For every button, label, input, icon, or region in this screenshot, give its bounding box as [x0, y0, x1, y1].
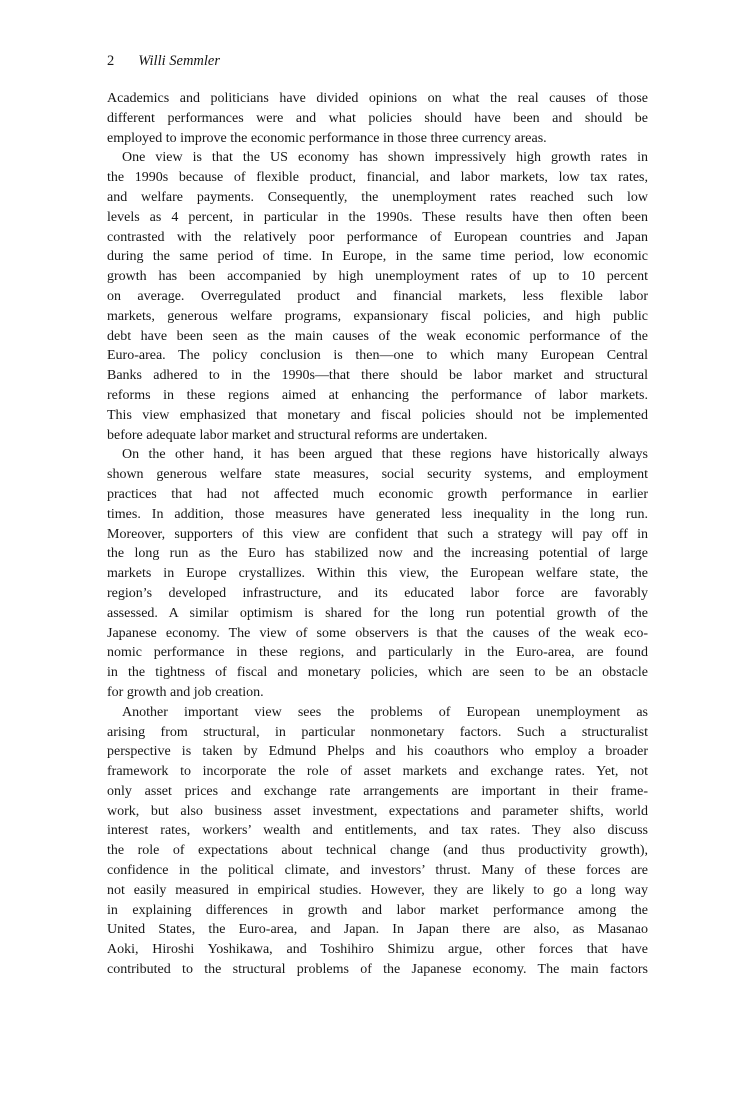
- text-line: the long run as the Euro has stabilized now and the increasing potential of large: [107, 546, 648, 562]
- text-line: nomic performance in these regions, and particularly in the Euro-area, are found: [107, 645, 648, 661]
- text-line: different performances were and what policies should have been and should be: [107, 110, 648, 126]
- paragraph: [107, 445, 648, 702]
- text-line: work, but also business asset investment, expectations and parameter shifts, world: [107, 803, 648, 819]
- text-line: not easily measured in empirical studies. However, they are likely to go a long way: [107, 882, 648, 898]
- text-line: the role of expectations about technical change (and thus productivity growth),: [107, 843, 648, 859]
- text-line: arising from structural, in particular nonmonetary factors. Such a structuralist: [107, 724, 648, 740]
- text-line: Euro-area. The policy conclusion is then—one to which many European Central: [107, 348, 648, 364]
- text-line: only asset prices and exchange rate arrangements are important in their frame-: [107, 783, 648, 799]
- text-line: employed to improve the economic performance in those three currency areas.: [107, 130, 547, 146]
- text-line: shown generous welfare state measures, social security systems, and employment: [107, 467, 648, 483]
- page-number: 2: [107, 53, 115, 69]
- text-line: Japanese economy. The view of some observers is that the causes of the weak eco-: [107, 625, 648, 641]
- text-line: contributed to the structural problems of the Japanese economy. The main factors: [107, 962, 648, 978]
- text-line: during the same period of time. In Europe, in the same time period, low economic: [107, 249, 648, 265]
- text-line: On the other hand, it has been argued that these regions have historically always: [122, 447, 648, 463]
- text-line: Another important view sees the problems of European unemployment as: [122, 704, 648, 720]
- paragraph: [107, 148, 648, 445]
- text-line: framework to incorporate the role of asset markets and exchange rates. Yet, not: [107, 764, 648, 780]
- body-text: [107, 89, 648, 980]
- text-line: region’s developed infrastructure, and its educated labor force are favorably: [107, 585, 648, 601]
- text-line: in the tightness of fiscal and monetary policies, which are seen to be an obstacle: [107, 665, 648, 681]
- text-line: confidence in the political climate, and investors’ thrust. Many of these forces are: [107, 863, 648, 879]
- text-line: One view is that the US economy has shown impressively high growth rates in: [122, 150, 648, 166]
- text-line: for growth and job creation.: [107, 684, 264, 700]
- text-line: markets in Europe crystallizes. Within this view, the European welfare state, the: [107, 566, 648, 582]
- text-line: assessed. A similar optimism is shared for the long run potential growth of the: [107, 605, 648, 621]
- text-line: times. In addition, those measures have generated less inequality in the long run.: [107, 506, 648, 522]
- text-line: This view emphasized that monetary and fiscal policies should not be implemented: [107, 407, 648, 423]
- text-line: Aoki, Hiroshi Yoshikawa, and Toshihiro Shimizu argue, other forces that have: [107, 942, 648, 958]
- text-line: debt have been seen as the main causes of the weak economic performance of the: [107, 328, 648, 344]
- text-line: perspective is taken by Edmund Phelps and his coauthors who employ a broader: [107, 744, 648, 760]
- text-line: interest rates, workers’ wealth and entitlements, and tax rates. They also discuss: [107, 823, 648, 839]
- text-line: and welfare payments. Consequently, the unemployment rates reached such low: [107, 189, 648, 205]
- text-line: markets, generous welfare programs, expansionary fiscal policies, and high public: [107, 308, 648, 324]
- text-line: Banks adhered to in the 1990s—that there should be labor market and structural: [107, 368, 648, 384]
- text-line: before adequate labor market and structural reforms are undertaken.: [107, 427, 488, 443]
- text-line: in explaining differences in growth and labor market performance among the: [107, 902, 648, 918]
- text-line: Moreover, supporters of this view are confident that such a strategy will pay off in: [107, 526, 648, 542]
- text-line: United States, the Euro-area, and Japan. In Japan there are also, as Masanao: [107, 922, 648, 938]
- paragraph: [107, 703, 648, 980]
- text-line: levels as 4 percent, in particular in the 1990s. These results have then often been: [107, 209, 648, 225]
- text-line: contrasted with the relatively poor performance of European countries and Japan: [107, 229, 648, 245]
- paragraph: [107, 89, 648, 148]
- text-line: Academics and politicians have divided opinions on what the real causes of those: [107, 91, 648, 106]
- text-line: the 1990s because of flexible product, financial, and labor markets, low tax rates,: [107, 170, 648, 186]
- text-line: growth has been accompanied by high unemployment rates of up to 10 percent: [107, 269, 648, 285]
- text-line: practices that had not affected much economic growth performance in earlier: [107, 486, 648, 502]
- text-line: on average. Overregulated product and financial markets, less flexible labor: [107, 288, 648, 304]
- running-header: [107, 52, 648, 70]
- text-line: reforms in these regions aimed at enhancing the performance of labor markets.: [107, 387, 648, 403]
- text-column: [107, 52, 648, 980]
- running-header-author: Willi Semmler: [138, 53, 221, 69]
